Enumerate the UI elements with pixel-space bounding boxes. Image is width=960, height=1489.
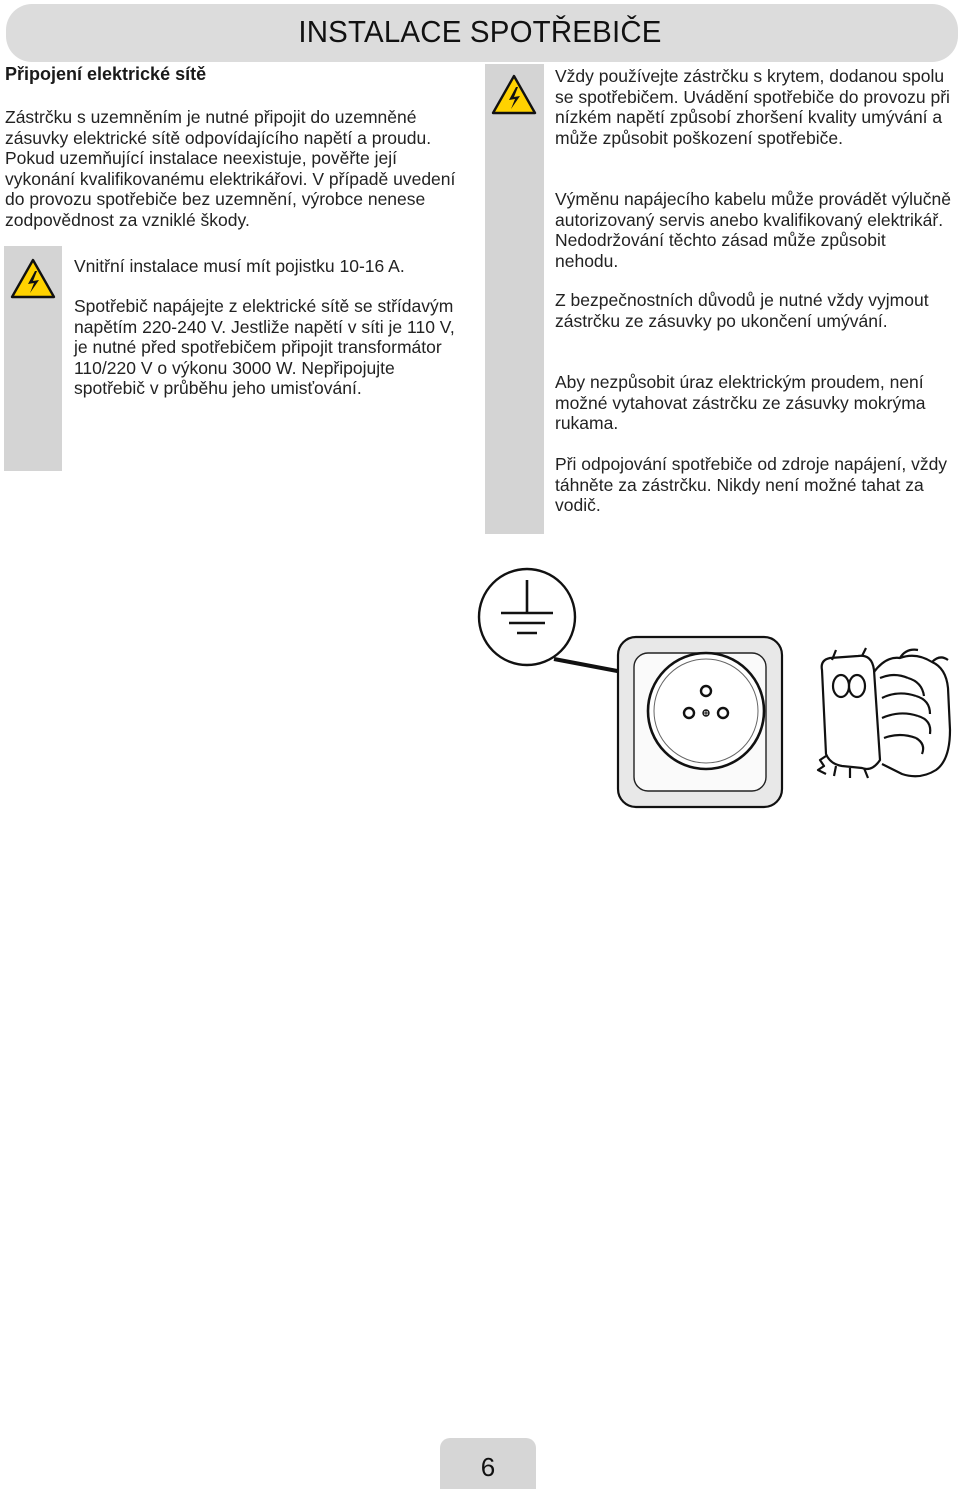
plug-cover-paragraph: Vždy používejte zástrčku s krytem, dodanou spolu se spotřebičem. Uvádění spotřebiče do provozu při nízkém napětí způsobí zhoršení kvality umývání a může způsobit poškození spotřebiče. xyxy=(555,66,950,148)
warning-fuse-text: Vnitřní instalace musí mít pojistku 10-16 A. xyxy=(74,256,405,276)
intro-paragraph: Zástrčku s uzemněním je nutné připojit do uzemněné zásuvky elektrické sítě odpovídajícího napětí a proudu. Pokud uzemňující instalace neexistuje, pověřte její vykonání kvalifikovanému elektrikářovi. V případě uvedení do provozu spotřebiče bez uzemnění, výrobce nenese zodpovědnost za vzniklé škody. xyxy=(5,107,456,230)
hand-holding-plug-illustration xyxy=(818,648,950,778)
pull-plug-paragraph: Při odpojování spotřebiče od zdroje napájení, vždy táhněte za zástrčku. Nikdy není možné tahat za vodič. xyxy=(555,454,948,515)
high-voltage-warning-icon xyxy=(491,74,537,116)
cable-replacement-paragraph: Výměnu napájecího kabelu může provádět výlučně autorizovaný servis anebo kvalifikovaný elektrikář. Nedodržování těchto zásad může způsobit nehodu. xyxy=(555,189,951,271)
page-title: INSTALACE SPOTŘEBIČE xyxy=(298,14,662,49)
high-voltage-warning-icon xyxy=(10,258,56,300)
grounded-socket-illustration xyxy=(618,637,782,807)
section-heading: Připojení elektrické sítě xyxy=(5,64,207,84)
socket-illustration xyxy=(470,560,960,820)
page-number: 6 xyxy=(480,1452,496,1482)
warning-strip-right xyxy=(485,64,544,534)
warning-voltage-text: Spotřebič napájejte z elektrické sítě se střídavým napětím 220-240 V. Jestliže napětí v síti je 110 V, je nutné před spotřebičem připojit transformátor 110/220 V o výkonu 3000 W. Nepřipojujte spotřebič v průběhu jeho umisťování. xyxy=(74,296,455,398)
unplug-after-wash-paragraph: Z bezpečnostních důvodů je nutné vždy vyjmout zástrčku ze zásuvky po ukončení umývání. xyxy=(555,290,929,331)
ground-symbol-icon xyxy=(479,569,575,665)
wet-hands-paragraph: Aby nezpůsobit úraz elektrickým proudem, není možné vytahovat zástrčku ze zásuvky mokrýma rukama. xyxy=(555,372,926,433)
